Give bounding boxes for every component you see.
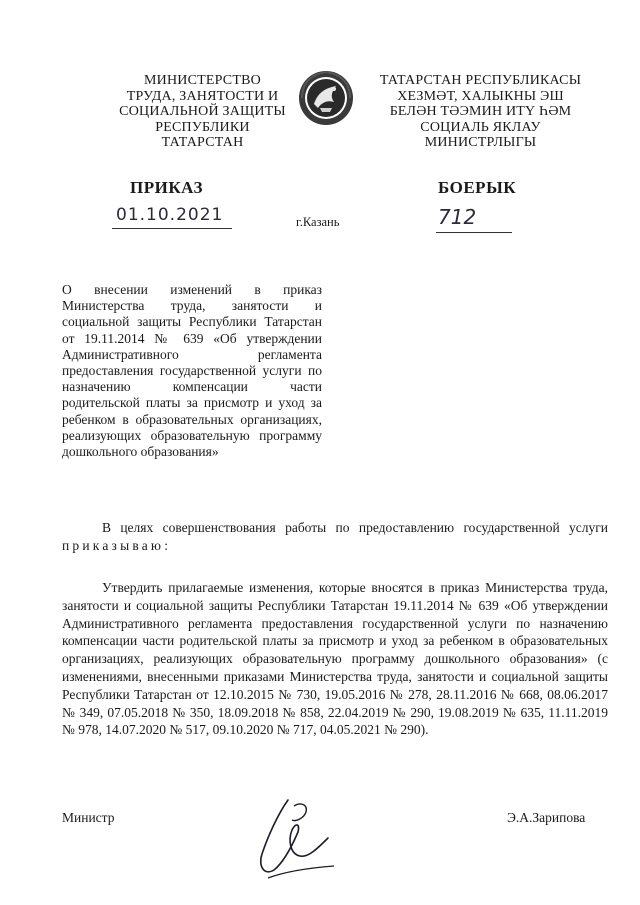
ministry-name-ru-line: РЕСПУБЛИКИ bbox=[155, 119, 250, 135]
ministry-name-tt bbox=[368, 73, 593, 151]
body-paragraph-1 bbox=[62, 519, 608, 555]
order-subject: О внесении изменений в приказ Министерства труда, занятости и социальной защиты Республики Татарстан от 19.11.2014 № 639 «Об утверждении Административного регламента предоставления государственной услуги по назначению компенсации части родительской платы за присмотр и уход за ребенком в образовательных организациях, реализующих образовательную программу дошкольного образования» bbox=[62, 282, 322, 460]
order-date: 01.10.2021 bbox=[116, 205, 224, 225]
order-number: 712 bbox=[438, 205, 477, 229]
order-word: приказываю: bbox=[62, 537, 172, 553]
body-paragraph-2: Утвердить прилагаемые изменения, которые вносятся в приказ Министерства труда, занятости и социальной защиты Республики Татарстан 19.11.2014 № 639 «Об утверждении Административного регламента предоставления государственной услуги по назначению компенсации части родительской платы за присмотр и уход за ребенком в образовательных организациях, реализующих образовательную программу дошкольного образования» (с изменениями, внесенными приказами Министерства труда, занятости и социальной защиты Республики Татарстан от 12.10.2015 № 730, 19.05.2016 № 278, 28.11.2016 № 668, 08.06.2017 № 349, 07.05.2018 № 350, 18.09.2018 № 858, 22.04.2019 № 290, 19.08.2019 № 635, 11.11.2019 № 978, 14.07.2020 № 517, 09.10.2020 № 717, 04.05.2021 № 290). bbox=[62, 580, 608, 738]
date-underline bbox=[112, 228, 232, 229]
handwritten-signature-icon bbox=[248, 796, 338, 886]
ministry-name-ru-line: СОЦИАЛЬНОЙ ЗАЩИТЫ bbox=[119, 104, 286, 119]
paragraph-1-lead: В целях совершенствования работы по предоставлению государственной услуги bbox=[102, 520, 608, 535]
ministry-name-tt-line: СОЦИАЛЬ ЯКЛАУ bbox=[420, 119, 541, 135]
order-title-ru: ПРИКАЗ bbox=[130, 178, 203, 197]
ministry-name-tt-line: ХЕЗМӘТ, ХАЛЫКНЫ ЭШ bbox=[397, 88, 564, 104]
ministry-name-tt-line: БЕЛӘН ТӘЭМИН ИТҮ ҺӘМ bbox=[389, 104, 572, 119]
number-underline bbox=[436, 232, 512, 233]
ministry-name-ru-line: ТАТАРСТАН bbox=[161, 135, 244, 150]
signatory-name: Э.А.Зарипова bbox=[507, 810, 586, 825]
signatory-title: Министр bbox=[62, 810, 115, 825]
tatarstan-coat-of-arms-icon bbox=[296, 68, 356, 128]
order-title-tt: БОЕРЫК bbox=[438, 178, 517, 197]
ministry-name-tt-line: ТАТАРСТАН РЕСПУБЛИКАСЫ bbox=[379, 73, 582, 88]
ministry-name-ru-line: МИНИСТЕРСТВО bbox=[144, 73, 261, 88]
order-city: г.Казань bbox=[296, 215, 340, 229]
ministry-name-ru-line: ТРУДА, ЗАНЯТОСТИ И bbox=[126, 88, 279, 104]
ministry-name-tt-line: МИНИСТРЛЫГЫ bbox=[424, 135, 537, 150]
ministry-name-ru bbox=[95, 73, 310, 151]
